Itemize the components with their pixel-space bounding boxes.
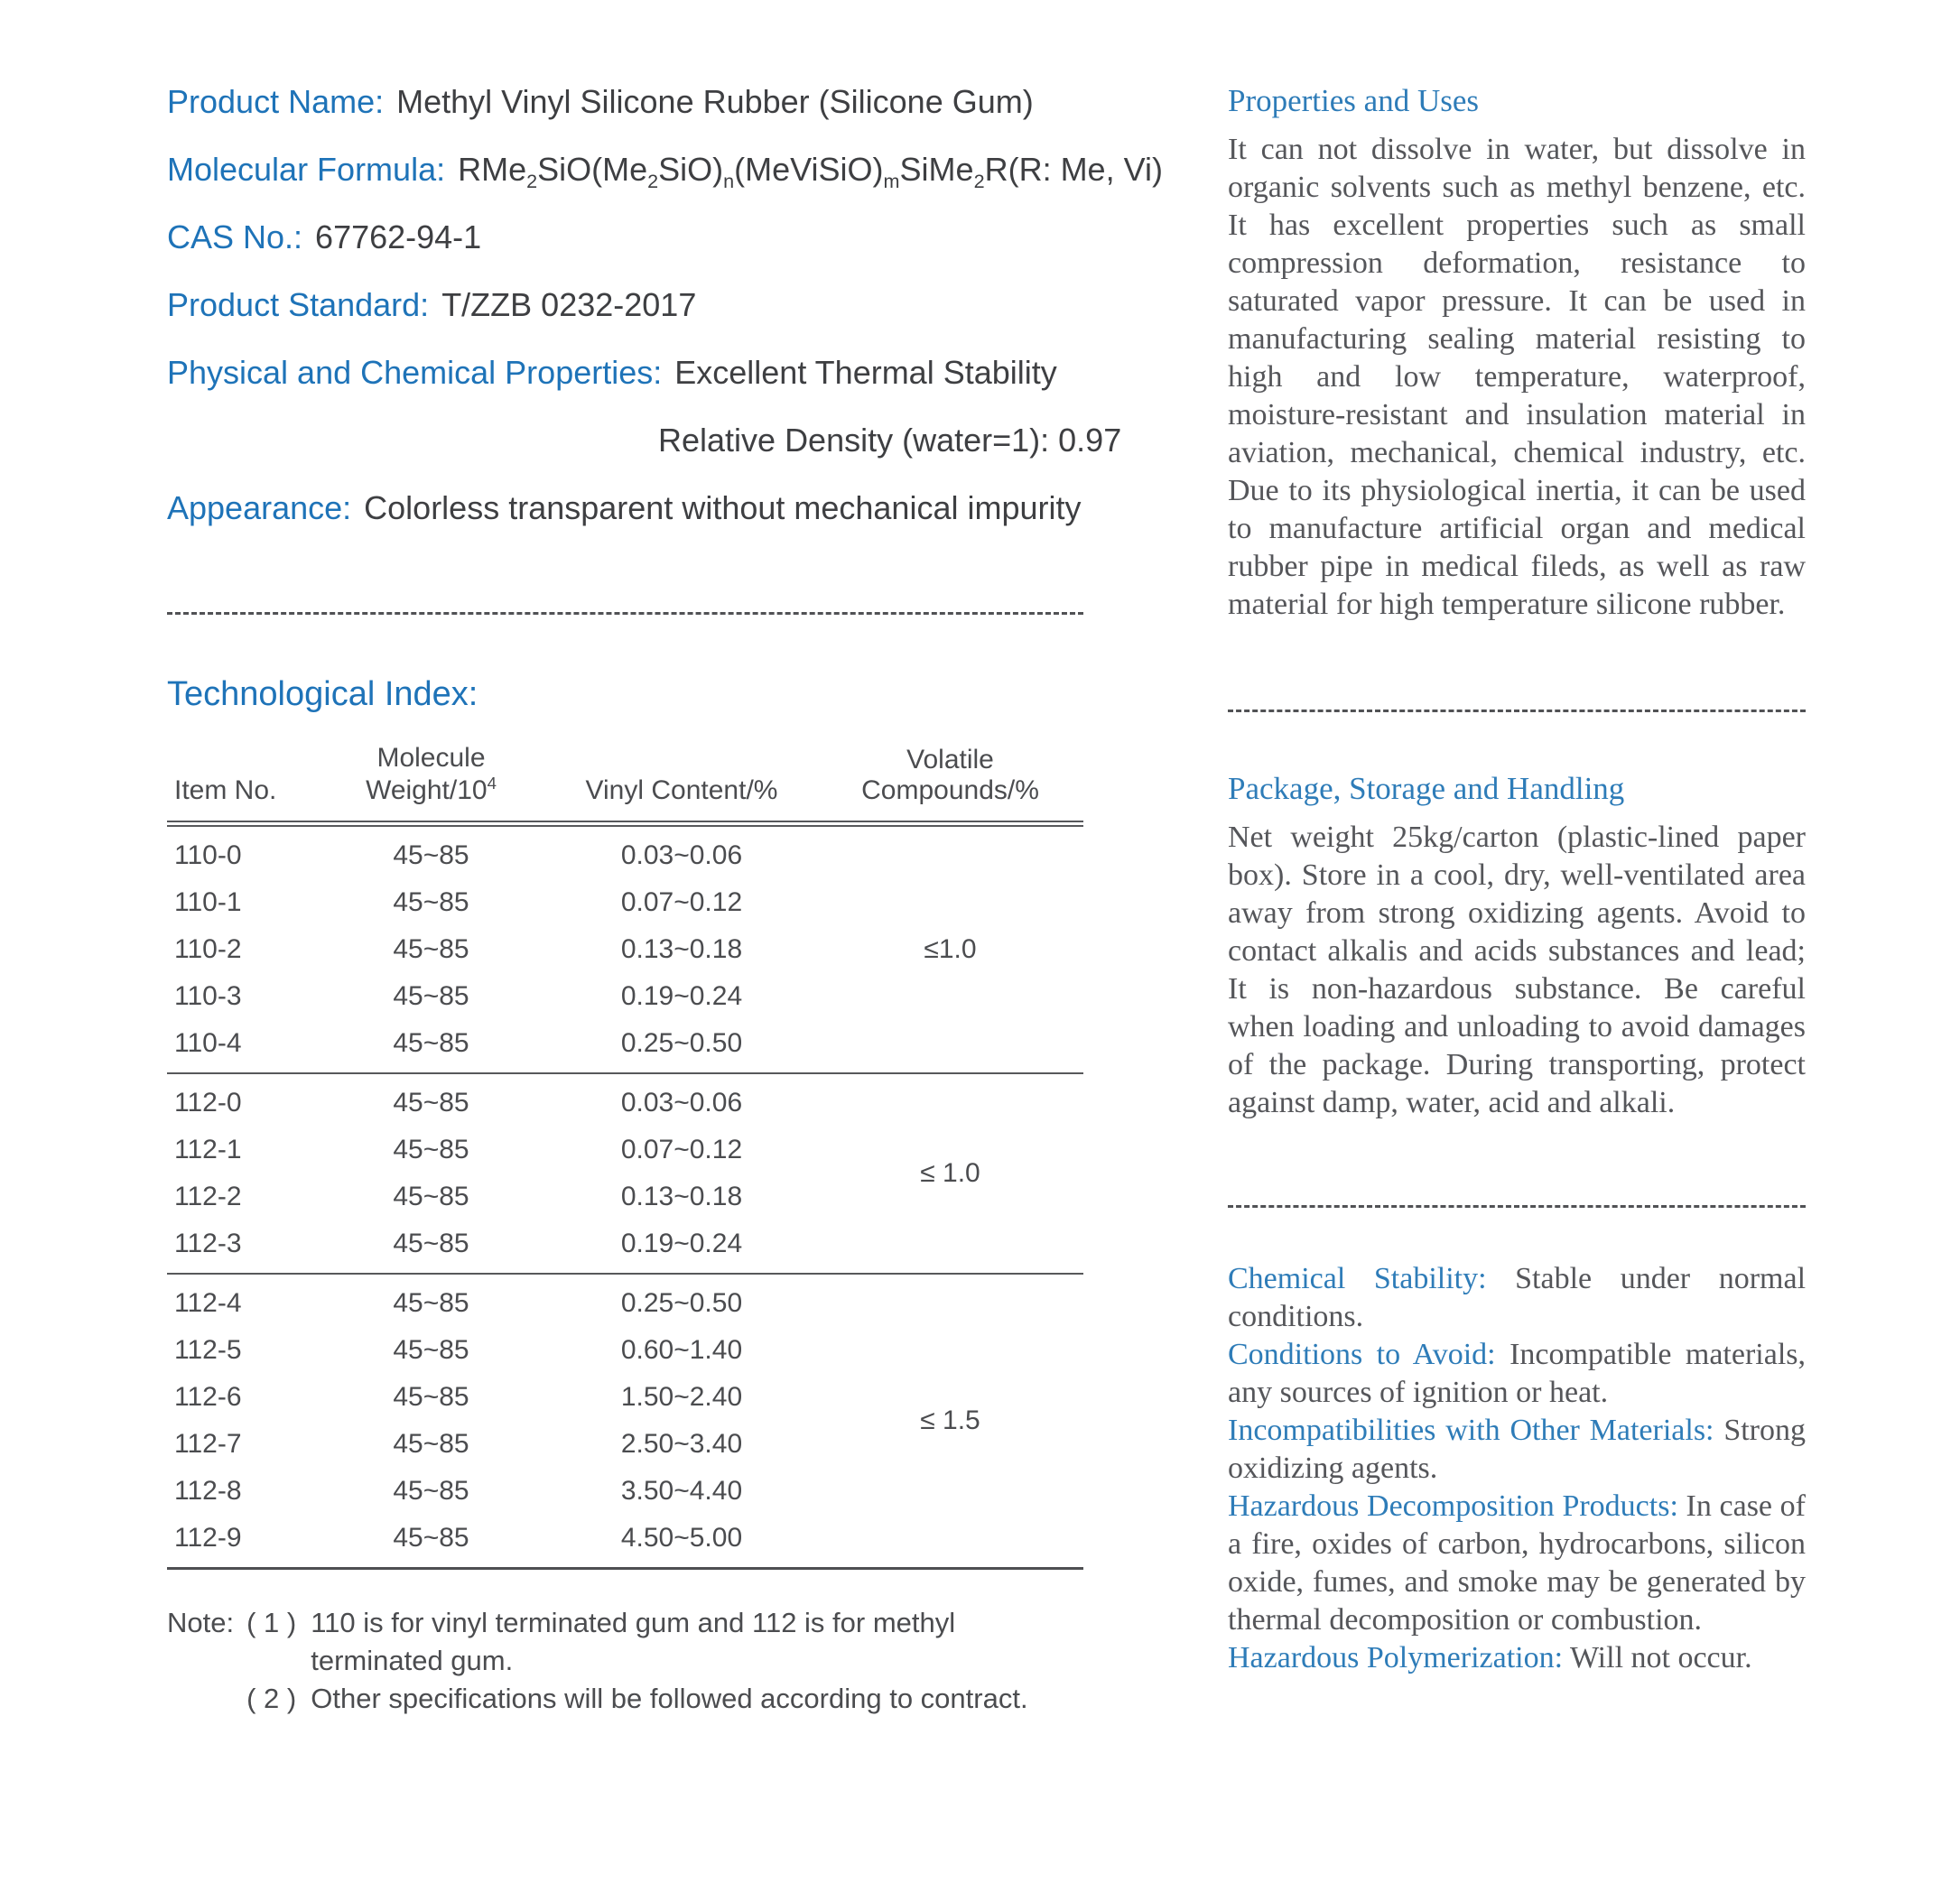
safety-text: Incompatible materials, any sources of ignition or heat. [1228,1338,1806,1409]
cell-item-no: 112-1 [174,1135,242,1164]
field-label: Physical and Chemical Properties: [167,354,663,391]
formula-subscript: m [883,170,900,193]
cell-vinyl-content: 0.60~1.40 [620,1335,743,1365]
header-cell-vinyl-content: Vinyl Content/% [585,775,778,805]
tech-index-table [167,743,1083,1570]
note-text: Other specifications will be followed according to contract. [311,1683,1028,1714]
cell-item-no: 110-1 [174,887,242,917]
table-row [167,1327,817,1374]
cell-vinyl-content: 0.13~0.18 [620,1182,743,1211]
cell-molecule-weight: 45~85 [393,1382,469,1412]
dashed-divider [167,612,1083,615]
field-row-appearance [167,474,1083,542]
cell-molecule-weight: 45~85 [393,1335,469,1365]
cell-vinyl-content: 0.25~0.50 [620,1028,743,1058]
cell-item-no: 112-7 [174,1429,242,1459]
note-text: 110 is for vinyl terminated gum and 112 is for methyl terminated gum. [311,1607,956,1676]
cell-item-no: 112-2 [174,1182,242,1211]
cell-molecule-weight: 45~85 [393,981,469,1011]
formula-subscript: 2 [973,170,985,193]
table-group-rows [167,832,817,1067]
table-row [167,1468,817,1515]
formula-subscript: n [723,170,735,193]
note-item [246,1680,1027,1718]
cell-molecule-weight: 45~85 [393,1429,469,1459]
note-label: Note: [167,1607,235,1638]
section-heading: Properties and Uses [1228,83,1480,118]
cell-vinyl-content: 1.50~2.40 [620,1382,743,1412]
field-value: Colorless transparent without mechanical impurity [364,489,1082,526]
cell-molecule-weight: 45~85 [393,1028,469,1058]
cell-item-no: 110-4 [174,1028,242,1058]
field-label: Appearance: [167,489,352,526]
section-package-storage-handling [1228,768,1806,1122]
section-heading: Package, Storage and Handling [1228,771,1625,806]
table-row [167,1374,817,1421]
table-row [167,1127,817,1173]
table-note [167,1604,1083,1718]
safety-text: Strong oxidizing agents. [1228,1414,1806,1485]
field-label: Product Name: [167,83,385,120]
cell-vinyl-content: 0.03~0.06 [620,840,743,870]
field-value: T/ZZB 0232-2017 [441,286,697,323]
table-row [167,926,817,973]
note-marker: ( 1 ) [246,1607,297,1638]
table-row [167,1020,817,1067]
cell-vinyl-content: 0.03~0.06 [620,1088,743,1118]
cell-molecule-weight: 45~85 [393,1135,469,1164]
safety-label: Chemical Stability: [1228,1262,1487,1295]
field-row-cas-no [167,203,1083,271]
table-group-110 [167,827,1083,1074]
cell-vinyl-content: 0.19~0.24 [620,1229,743,1258]
cell-item-no: 112-5 [174,1335,242,1365]
note-marker: ( 2 ) [246,1683,297,1714]
cell-item-no: 110-2 [174,934,242,964]
header-cell-volatile-compounds: Volatile Compounds/% [861,745,1039,805]
field-row-product-standard [167,271,1083,339]
cell-item-no: 112-4 [174,1288,242,1318]
cell-vinyl-content: 2.50~3.40 [620,1429,743,1459]
cell-volatile-limit: ≤ 1.0 [920,1158,980,1188]
table-row [167,879,817,926]
note-item [246,1604,1027,1680]
field-value: Excellent Thermal Stability [674,354,1057,391]
header-cell-molecule-weight: Molecule Weight/$10^4$ [366,743,497,805]
formula-subscript: 2 [526,170,538,193]
cell-molecule-weight: 45~85 [393,1476,469,1506]
safety-label: Hazardous Decomposition Products: [1228,1489,1678,1523]
safety-item [1228,1336,1806,1412]
field-label: Product Standard: [167,286,430,323]
cell-molecule-weight: 45~85 [393,1523,469,1553]
safety-text: Stable under normal conditions. [1228,1262,1807,1333]
dashed-divider [1228,1205,1806,1208]
safety-item [1228,1260,1806,1336]
product-fields [167,68,1163,542]
right-column [1228,68,1806,1718]
safety-label: Conditions to Avoid: [1228,1338,1496,1371]
tech-index-title: Technological Index: [167,675,478,713]
cell-molecule-weight: 45~85 [393,887,469,917]
table-row [167,1220,817,1267]
field-label: Molecular Formula: [167,151,446,188]
section-body: Net weight 25kg/carton (plastic-lined paper box). Store in a cool, dry, well-ventilated area away from strong oxidizing agents. Avoid to contact alkalis and acids substances and lead; It is non-hazardous substance. Be careful when loading and unloading to avoid damages of the package. During transporting, protect against damp, water, acid and alkali. [1228,821,1806,1119]
cell-molecule-weight: 45~85 [393,934,469,964]
table-row [167,1421,817,1468]
table-row [167,973,817,1020]
table-group-112a [167,1074,1083,1275]
table-row [167,1080,817,1127]
cell-item-no: 112-3 [174,1229,242,1258]
cell-molecule-weight: 45~85 [393,840,469,870]
cell-molecule-weight: 45~85 [393,1182,469,1211]
safety-item [1228,1488,1806,1639]
cell-item-no: 112-0 [174,1088,242,1118]
cell-molecule-weight: 45~85 [393,1288,469,1318]
cell-item-no: 110-3 [174,981,242,1011]
cell-vinyl-content: 4.50~5.00 [620,1523,743,1553]
molecular-formula: $RMe_2SiO(Me_2SiO)_n(MeViSiO)_mSiMe_2R(R$: Me, Vi) [458,151,1163,193]
safety-label: Incompatibilities with Other Materials: [1228,1414,1714,1447]
field-row-physical-chemical [167,339,1083,406]
field-value: Methyl Vinyl Silicone Rubber (Silicone Gum) [396,83,1034,120]
table-row [167,1173,817,1220]
table-group-rows [167,1280,817,1562]
field-value: 67762-94-1 [315,218,482,255]
cell-item-no: 112-9 [174,1523,242,1553]
header-cell-item-no: Item No. [174,775,277,805]
table-row [167,832,817,879]
cell-vinyl-content: 0.07~0.12 [620,887,743,917]
field-value: Relative Density (water=1): 0.97 [658,422,1122,459]
cell-item-no: 112-6 [174,1382,242,1412]
section-safety-info [1228,1260,1806,1677]
cell-vinyl-content: 0.25~0.50 [620,1288,743,1318]
cell-volatile-limit: ≤1.0 [924,934,977,964]
cell-vinyl-content: 0.07~0.12 [620,1135,743,1164]
cell-item-no: 112-8 [174,1476,242,1506]
field-row-relative-density [167,406,1122,474]
cell-molecule-weight: 45~85 [393,1229,469,1258]
field-label: CAS No.: [167,218,303,255]
safety-item [1228,1639,1806,1677]
cell-vinyl-content: 0.19~0.24 [620,981,743,1011]
field-row-product-name [167,68,1083,135]
cell-volatile-limit: ≤ 1.5 [920,1405,980,1435]
safety-item [1228,1412,1806,1488]
formula-subscript: 2 [647,170,659,193]
cell-vinyl-content: 0.13~0.18 [620,934,743,964]
left-column [167,68,1163,1718]
field-row-molecular-formula [167,135,1163,203]
dashed-divider [1228,710,1806,712]
table-row [167,1515,817,1562]
safety-label: Hazardous Polymerization: [1228,1641,1564,1674]
cell-molecule-weight: 45~85 [393,1088,469,1118]
table-group-rows [167,1080,817,1267]
table-group-112b [167,1275,1083,1570]
cell-vinyl-content: 3.50~4.40 [620,1476,743,1506]
table-row [167,1280,817,1327]
cell-item-no: 110-0 [174,840,242,870]
safety-text: In case of a fire, oxides of carbon, hydrocarbons, silicon oxide, fumes, and smoke may be generated by thermal decomposition or combustion. [1228,1489,1806,1637]
superscript: 4 [487,774,497,793]
safety-text: Will not occur. [1563,1641,1752,1674]
table-header-row [167,743,1083,827]
section-properties-and-uses [1228,80,1806,624]
note-items [246,1604,1027,1718]
section-body: It can not dissolve in water, but dissolve in organic solvents such as methyl benzene, etc. It has excellent properties such as small compression deformation, resistance to saturated vapor pressure. It can be used in manufacturing sealing material resisting to high and low temperature, waterproof, moisture-resistant and insulation material in aviation, mechanical, chemical industry, etc. Due to its physiological inertia, it can be used to manufacture artificial organ and medical rubber pipe in medical fileds, as well as raw material for high temperature silicone rubber. [1228,133,1806,621]
